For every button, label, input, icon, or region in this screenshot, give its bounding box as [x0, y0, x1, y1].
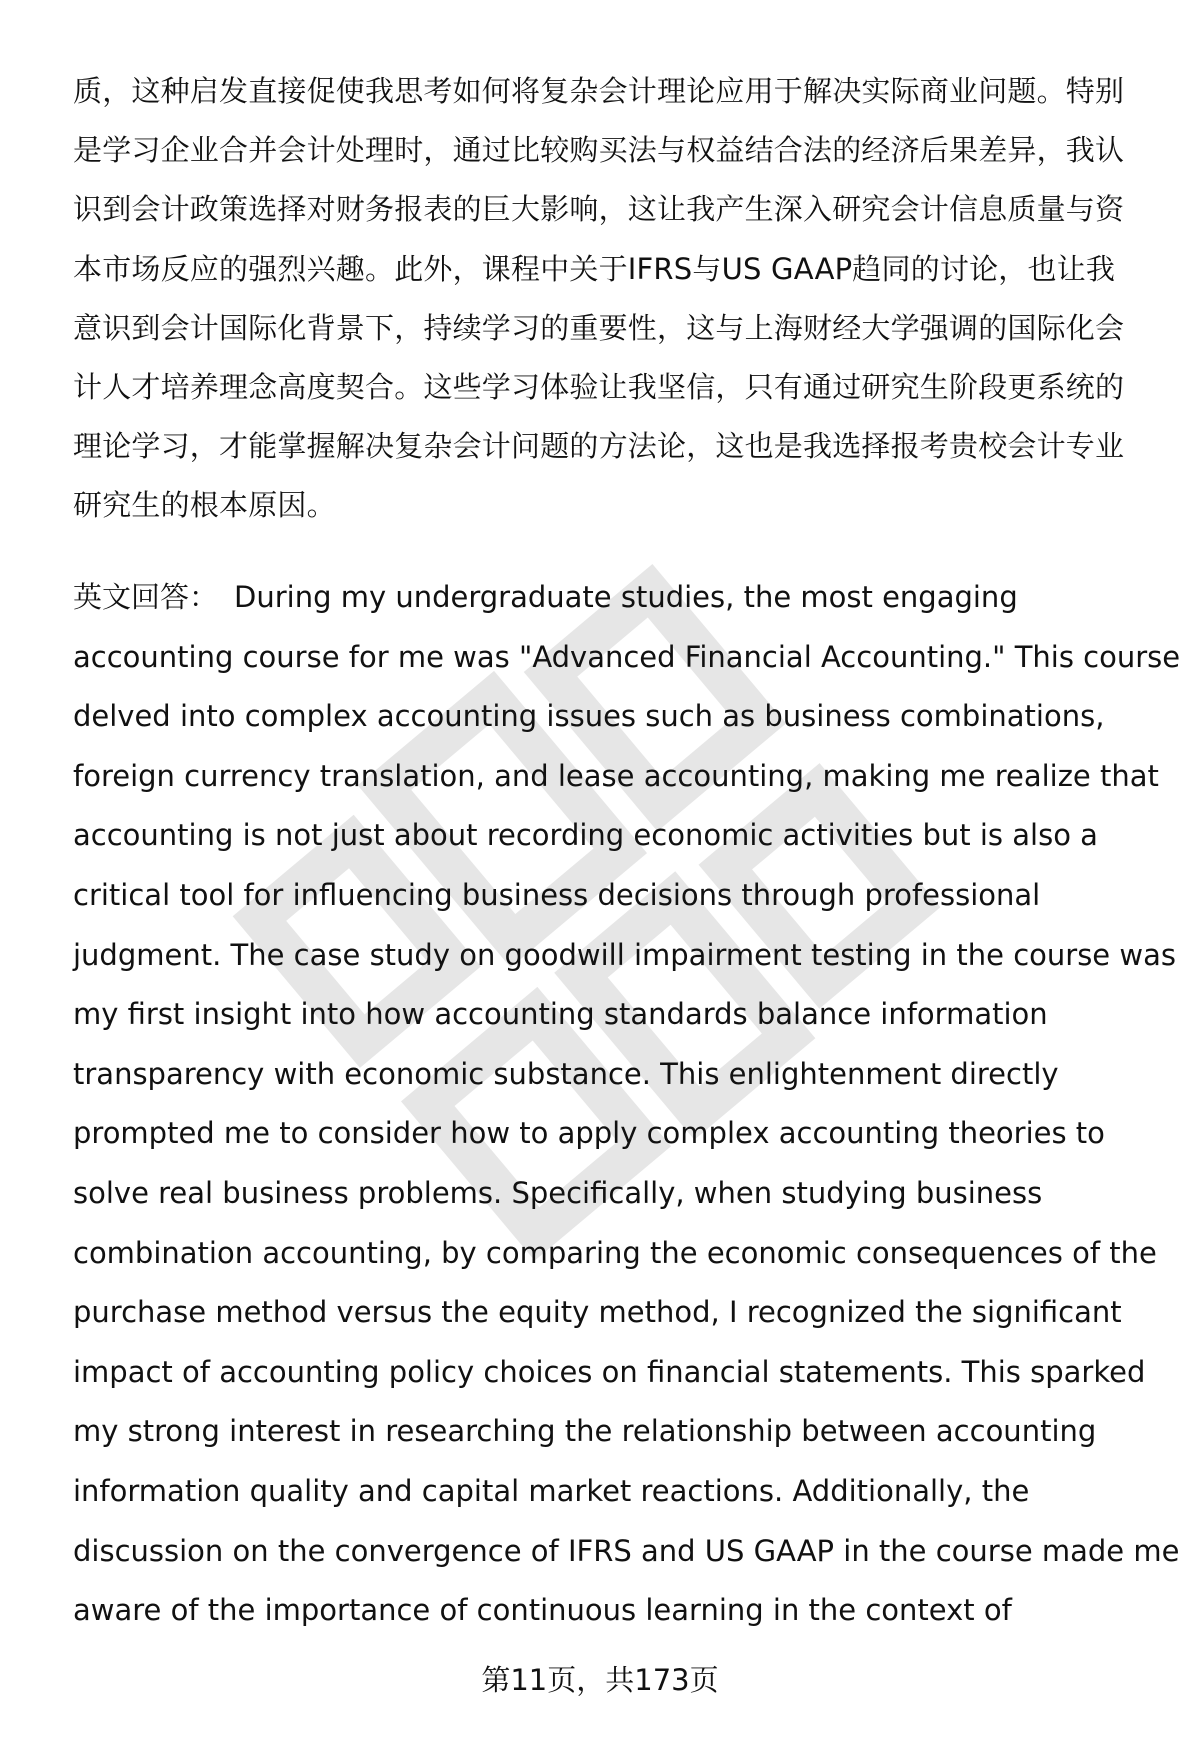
- chinese-answer-line: 理论学习，才能掌握解决复杂会计问题的方法论，这也是我选择报考贵校会计专业: [73, 429, 1125, 464]
- english-answer-line: prompted me to consider how to apply complex accounting theories to: [73, 1116, 1105, 1151]
- english-answer-line: combination accounting, by comparing the economic consequences of the: [73, 1235, 1157, 1270]
- english-answer-line: accounting is not just about recording economic activities but is also a: [73, 818, 1098, 853]
- english-answer-line: impact of accounting policy choices on financial statements. This sparked: [73, 1354, 1146, 1389]
- chinese-answer-line: 识到会计政策选择对财务报表的巨大影响，这让我产生深入研究会计信息质量与资: [73, 192, 1125, 227]
- english-answer-line: my first insight into how accounting standards balance information: [73, 997, 1048, 1032]
- chinese-answer-line: 质，这种启发直接促使我思考如何将复杂会计理论应用于解决实际商业问题。特别: [73, 74, 1125, 108]
- english-answer-line: purchase method versus the equity method, I recognized the significant: [73, 1295, 1122, 1330]
- english-answer-first-line: [73, 568, 1163, 628]
- english-answer-line: critical tool for influencing business decisions through professional: [73, 877, 1041, 912]
- english-answer-paragraph: [73, 568, 1181, 1641]
- english-answer-line: my strong interest in researching the relationship between accounting: [73, 1414, 1097, 1449]
- english-answer-line: aware of the importance of continuous learning in the context of: [73, 1593, 1012, 1628]
- english-answer-line: information quality and capital market reactions. Additionally, the: [73, 1473, 1030, 1508]
- english-answer-line: solve real business problems. Specifically, when studying business: [73, 1175, 1043, 1210]
- english-answer-line: discussion on the convergence of IFRS and US GAAP in the course made me: [73, 1533, 1180, 1568]
- chinese-answer-line: 计人才培养理念高度契合。这些学习体验让我坚信，只有通过研究生阶段更系统的: [73, 369, 1125, 404]
- english-answer-line: transparency with economic substance. This enlightenment directly: [73, 1056, 1059, 1091]
- chinese-answer-line: 本市场反应的强烈兴趣。此外，课程中关于IFRS与US GAAP趋同的讨论，也让我: [73, 251, 1116, 286]
- chinese-answer-paragraph: [73, 62, 1143, 536]
- english-answer-label: 英文回答：: [73, 580, 219, 614]
- english-answer-line: delved into complex accounting issues such as business combinations,: [73, 699, 1105, 734]
- chinese-answer-line: 研究生的根本原因。: [73, 488, 336, 523]
- page-number: 第11页，共173页: [481, 1663, 719, 1697]
- english-answer-line: judgment. The case study on goodwill impairment testing in the course was: [73, 937, 1176, 972]
- chinese-answer-line: 是学习企业合并会计处理时，通过比较购买法与权益结合法的经济后果差异，我认: [73, 133, 1125, 168]
- english-answer-line: foreign currency translation, and lease accounting, making me realize that: [73, 758, 1159, 793]
- chinese-answer-line: 意识到会计国际化背景下，持续学习的重要性，这与上海财经大学强调的国际化会: [73, 310, 1125, 345]
- english-answer-line: During my undergraduate studies, the most engaging: [234, 580, 1018, 614]
- english-answer-line: accounting course for me was "Advanced Financial Accounting." This course: [73, 639, 1181, 674]
